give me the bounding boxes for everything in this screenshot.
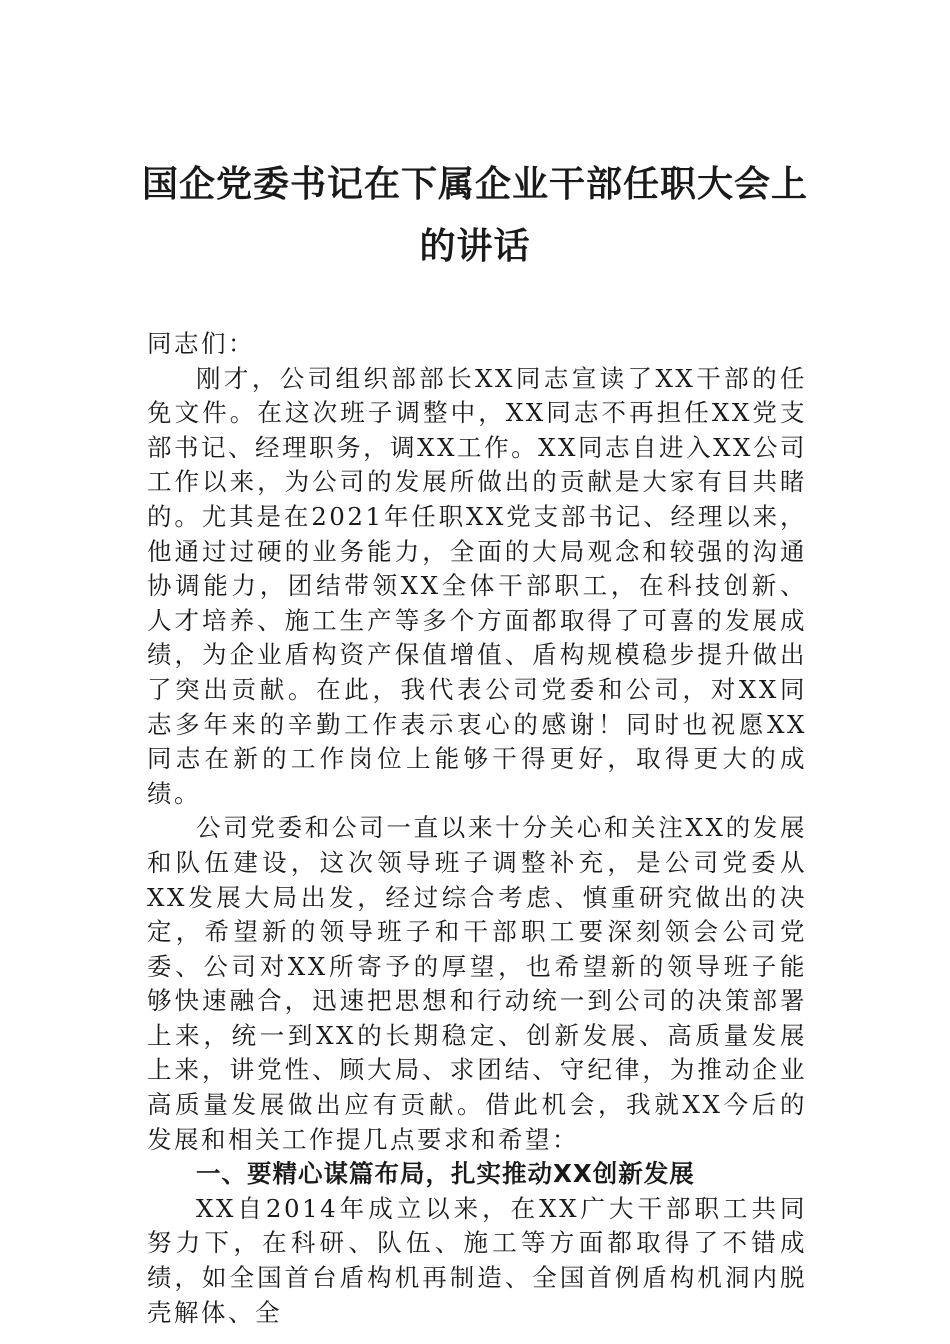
document-body bbox=[147, 327, 807, 1330]
document-title bbox=[120, 154, 830, 278]
paragraph: XX自2014年成立以来，在XX广大干部职工共同努力下，在科研、队伍、施工等方面都取得了不错成绩，如全国首台盾构机再制造、全国首例盾构机洞内脱壳解体、全 bbox=[147, 1193, 807, 1327]
salutation: 同志们： bbox=[147, 329, 255, 358]
paragraph: 刚才，公司组织部部长XX同志宣读了XX干部的任免文件。在这次班子调整中，XX同志不再担任XX党支部书记、经理职务，调XX工作。XX同志自进入XX公司工作以来，为公司的发展所做出的贡献是大家有目共睹的。尤其是在2021年任职XX党支部书记、经理以来，他通过过硬的业务能力，全面的大局观念和较强的沟通协调能力，团结带领XX全体干部职工，在科技创新、人才培养、施工生产等多个方面都取得了可喜的发展成绩，为企业盾构资产保值增值、盾构规模稳步提升做出了突出贡献。在此，我代表公司党委和公司，对XX同志多年来的辛勤工作表示衷心的感谢！同时也祝愿XX同志在新的工作岗位上能够干得更好，取得更大的成绩。 bbox=[147, 363, 807, 808]
title-line-1: 国企党委书记在下属企业干部任职大会上 bbox=[141, 164, 808, 205]
title-line-2: 的讲话 bbox=[419, 226, 531, 267]
section-heading: 一、要精心谋篇布局，扎实推动XX创新发展 bbox=[196, 1159, 695, 1189]
paragraph: 公司党委和公司一直以来十分关心和关注XX的发展和队伍建设，这次领导班子调整补充，是公司党委从XX发展大局出发，经过综合考虑、慎重研究做出的决定，希望新的领导班子和干部职工要深刻领会公司党委、公司对XX所寄予的厚望，也希望新的领导班子能够快速融合，迅速把思想和行动统一到公司的决策部署上来，统一到XX的长期稳定、创新发展、高质量发展上来，讲党性、顾大局、求团结、守纪律，为推动企业高质量发展做出应有贡献。借此机会，我就XX今后的发展和相关工作提几点要求和希望： bbox=[147, 813, 807, 1154]
